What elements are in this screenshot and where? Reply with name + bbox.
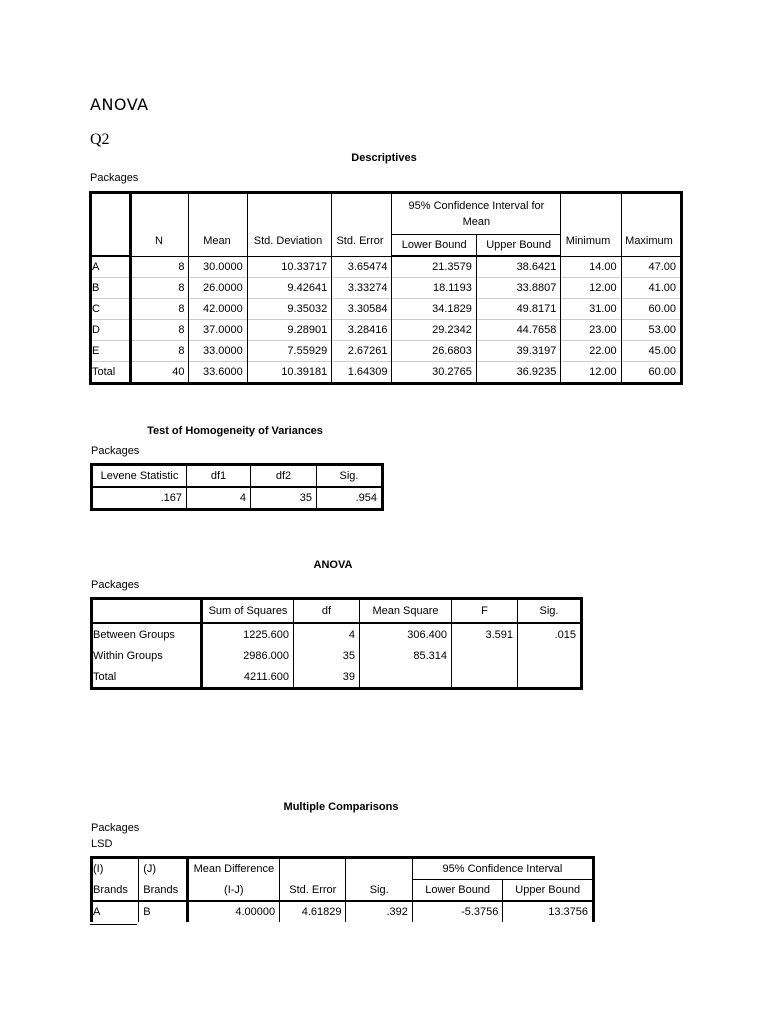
cell-sig: .954 xyxy=(317,487,383,510)
cell-se: 1.64309 xyxy=(332,362,392,384)
anova-header-row xyxy=(92,599,582,624)
cell-mean: 37.0000 xyxy=(189,320,247,341)
table-row xyxy=(91,299,682,320)
descriptives-header-row-1 xyxy=(91,193,682,235)
table-row xyxy=(91,278,682,299)
cell-sig xyxy=(518,645,582,666)
cell-f xyxy=(452,645,518,666)
row-label: B xyxy=(91,278,131,299)
table-row xyxy=(91,320,682,341)
mc-col-se: Std. Error xyxy=(280,880,346,902)
cell-md: 4.00000 xyxy=(187,901,280,922)
descriptives-col-max: Maximum xyxy=(625,235,673,247)
cell-se: 2.67261 xyxy=(332,341,392,362)
mc-col-ub: Upper Bound xyxy=(503,880,594,902)
cell-sd: 10.33717 xyxy=(247,256,331,278)
cell-ub: 49.8171 xyxy=(476,299,560,320)
cell-ms: 85.314 xyxy=(360,645,452,666)
homogeneity-header-row xyxy=(92,465,383,488)
cell-sig: .015 xyxy=(518,623,582,645)
multiple-comparisons-table xyxy=(90,856,595,922)
cell-df: 4 xyxy=(294,623,360,645)
table-row xyxy=(92,623,582,645)
cell-max: 60.00 xyxy=(621,362,681,384)
descriptives-table xyxy=(89,191,683,385)
mc-col-md-line1: Mean Difference xyxy=(187,858,280,880)
cell-ub: 36.9235 xyxy=(476,362,560,384)
anova-variable: Packages xyxy=(91,579,140,591)
anova-col-sig: Sig. xyxy=(518,599,582,624)
cell-sig xyxy=(518,666,582,689)
cell-df1: 4 xyxy=(187,487,251,510)
table-row xyxy=(92,901,594,922)
descriptives-col-n: N xyxy=(155,235,163,247)
mc-header-row-2 xyxy=(92,880,594,902)
row-label: Total xyxy=(91,362,131,384)
cell-sd: 9.35032 xyxy=(247,299,331,320)
descriptives-caption: Descriptives xyxy=(351,152,417,164)
anova-caption: ANOVA xyxy=(313,559,353,571)
cell-ss: 2986.000 xyxy=(202,645,294,666)
cell-ss: 1225.600 xyxy=(202,623,294,645)
row-label: C xyxy=(91,299,131,320)
table-row xyxy=(92,666,582,689)
anova-col-ms: Mean Square xyxy=(360,599,452,624)
descriptives-ci-header-line2: Mean xyxy=(462,216,491,228)
cell-levene: .167 xyxy=(92,487,187,510)
row-label: Within Groups xyxy=(92,645,202,666)
mc-col-j-line2: Brands xyxy=(139,880,187,902)
cell-max: 60.00 xyxy=(621,299,681,320)
cell-mean: 30.0000 xyxy=(189,256,247,278)
cell-df2: 35 xyxy=(251,487,317,510)
cell-lb: 18.1193 xyxy=(392,278,476,299)
homogeneity-col-levene: Levene Statistic xyxy=(92,465,187,488)
cell-mean: 33.6000 xyxy=(189,362,247,384)
cell-df: 39 xyxy=(294,666,360,689)
cell-lb: 21.3579 xyxy=(392,256,476,278)
row-label: Between Groups xyxy=(92,623,202,645)
cell-se: 3.28416 xyxy=(332,320,392,341)
mc-col-i-line2: Brands xyxy=(92,880,139,902)
cell-max: 53.00 xyxy=(621,320,681,341)
cell-lb: 29.2342 xyxy=(392,320,476,341)
anova-table xyxy=(90,597,583,690)
cell-sd: 9.42641 xyxy=(247,278,331,299)
cell-max: 41.00 xyxy=(621,278,681,299)
cell-ub: 33.8807 xyxy=(476,278,560,299)
homogeneity-col-sig: Sig. xyxy=(317,465,383,488)
mc-col-i-line1: (I) xyxy=(92,858,139,880)
cell-mean: 42.0000 xyxy=(189,299,247,320)
cell-sd: 7.55929 xyxy=(247,341,331,362)
cell-ub: 39.3197 xyxy=(476,341,560,362)
descriptives-col-se: Std. Error xyxy=(336,235,384,247)
cell-lb: 30.2765 xyxy=(392,362,476,384)
cell-se: 4.61829 xyxy=(280,901,346,922)
cell-lb: 34.1829 xyxy=(392,299,476,320)
anova-col-f: F xyxy=(452,599,518,624)
cell-lb: -5.3756 xyxy=(412,901,503,922)
descriptives-col-mean: Mean xyxy=(203,235,231,247)
cell-n: 40 xyxy=(131,362,189,384)
table-row xyxy=(91,341,682,362)
question-label: Q2 xyxy=(90,131,110,148)
homogeneity-col-df1: df1 xyxy=(187,465,251,488)
cell-df: 35 xyxy=(294,645,360,666)
cell-n: 8 xyxy=(131,278,189,299)
cell-ub: 44.7658 xyxy=(476,320,560,341)
cell-sig: .392 xyxy=(346,901,412,922)
cell-n: 8 xyxy=(131,320,189,341)
cell-ub: 38.6421 xyxy=(476,256,560,278)
cell-min: 31.00 xyxy=(561,299,621,320)
mc-method: LSD xyxy=(91,838,113,850)
mc-header-row-1 xyxy=(92,858,594,880)
mc-col-lb: Lower Bound xyxy=(412,880,503,902)
row-label: D xyxy=(91,320,131,341)
cell-ss: 4211.600 xyxy=(202,666,294,689)
homogeneity-col-df2: df2 xyxy=(251,465,317,488)
cell-n: 8 xyxy=(131,299,189,320)
cell-se: 3.30584 xyxy=(332,299,392,320)
cell-lb: 26.6803 xyxy=(392,341,476,362)
homogeneity-caption: Test of Homogeneity of Variances xyxy=(147,425,323,437)
cell-min: 12.00 xyxy=(561,278,621,299)
cell-n: 8 xyxy=(131,341,189,362)
descriptives-col-min: Minimum xyxy=(565,235,611,247)
cell-min: 12.00 xyxy=(561,362,621,384)
cell-mean: 33.0000 xyxy=(189,341,247,362)
descriptives-col-sd: Std. Deviation xyxy=(253,235,323,247)
anova-col-ss: Sum of Squares xyxy=(202,599,294,624)
descriptives-col-lower-bound: Lower Bound xyxy=(392,235,476,257)
cell-mean: 26.0000 xyxy=(189,278,247,299)
mc-col-j-line1: (J) xyxy=(139,858,187,880)
page-heading: ANOVA xyxy=(90,95,149,114)
cell-sd: 9.28901 xyxy=(247,320,331,341)
cell-f xyxy=(452,666,518,689)
cell-min: 23.00 xyxy=(561,320,621,341)
cell-min: 22.00 xyxy=(561,341,621,362)
homogeneity-table xyxy=(90,463,384,511)
cell-n: 8 xyxy=(131,256,189,278)
row-label: A xyxy=(91,256,131,278)
page-cut-line xyxy=(90,924,137,925)
anova-col-df: df xyxy=(294,599,360,624)
table-row xyxy=(92,645,582,666)
cell-se: 3.33274 xyxy=(332,278,392,299)
mc-ci-header: 95% Confidence Interval xyxy=(412,858,593,880)
cell-ms: 306.400 xyxy=(360,623,452,645)
cell-ub: 13.3756 xyxy=(503,901,594,922)
descriptives-ci-header xyxy=(392,193,561,235)
cell-i: A xyxy=(92,901,139,922)
mc-col-sig: Sig. xyxy=(346,880,412,902)
cell-max: 45.00 xyxy=(621,341,681,362)
row-label: Total xyxy=(92,666,202,689)
descriptives-ci-header-line1: 95% Confidence Interval for xyxy=(408,200,545,212)
descriptives-col-upper-bound: Upper Bound xyxy=(476,235,560,257)
row-label: E xyxy=(91,341,131,362)
cell-se: 3.65474 xyxy=(332,256,392,278)
cell-min: 14.00 xyxy=(561,256,621,278)
descriptives-variable: Packages xyxy=(90,172,139,184)
homogeneity-variable: Packages xyxy=(91,445,140,457)
mc-caption: Multiple Comparisons xyxy=(283,801,399,813)
table-row xyxy=(92,487,383,510)
table-row xyxy=(91,362,682,384)
mc-variable: Packages xyxy=(91,822,140,834)
cell-ms xyxy=(360,666,452,689)
table-row xyxy=(91,256,682,278)
cell-max: 47.00 xyxy=(621,256,681,278)
cell-f: 3.591 xyxy=(452,623,518,645)
cell-j: B xyxy=(139,901,187,922)
mc-col-md-line2: (I-J) xyxy=(187,880,280,902)
cell-sd: 10.39181 xyxy=(247,362,331,384)
